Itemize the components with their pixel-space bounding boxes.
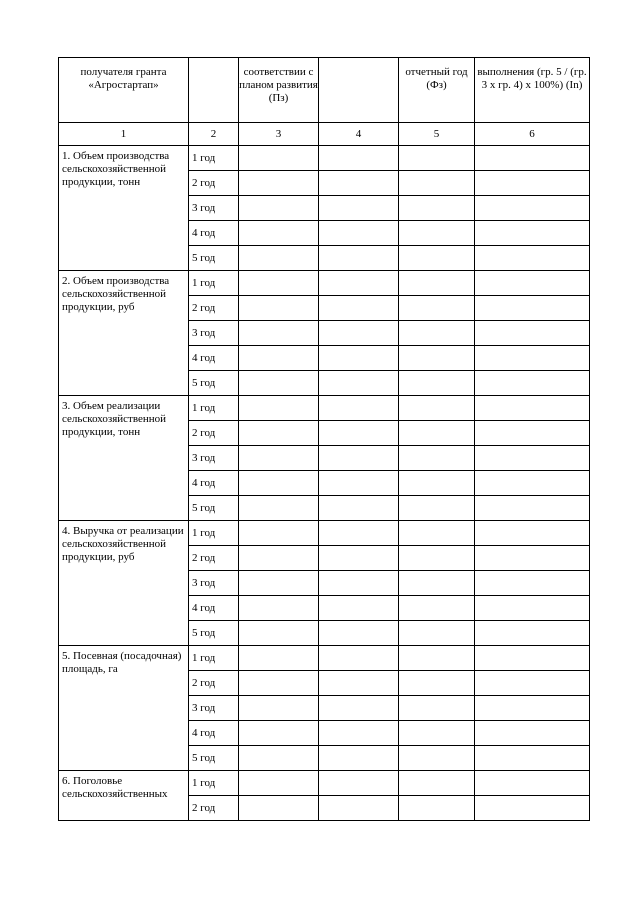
header-cell-6: выполнения (гр. 5 / (гр. 3 х гр. 4) х 100%) (In) xyxy=(475,58,590,123)
header-cell-4 xyxy=(319,58,399,123)
table-row xyxy=(59,146,590,171)
value-cell[interactable] xyxy=(475,146,590,171)
value-cell[interactable] xyxy=(239,521,319,546)
value-cell[interactable] xyxy=(475,571,590,596)
value-cell[interactable] xyxy=(475,346,590,371)
value-cell[interactable] xyxy=(319,446,399,471)
column-number-row xyxy=(59,123,590,146)
value-cell[interactable] xyxy=(399,646,475,671)
value-cell[interactable] xyxy=(475,296,590,321)
value-cell[interactable] xyxy=(239,321,319,346)
column-number: 6 xyxy=(475,123,590,146)
value-cell[interactable] xyxy=(319,521,399,546)
value-cell[interactable] xyxy=(319,671,399,696)
value-cell[interactable] xyxy=(319,696,399,721)
value-cell[interactable] xyxy=(399,696,475,721)
table-row xyxy=(59,271,590,296)
value-cell[interactable] xyxy=(319,571,399,596)
year-label: 1 год xyxy=(189,771,239,796)
value-cell[interactable] xyxy=(239,471,319,496)
value-cell[interactable] xyxy=(475,371,590,396)
column-number: 1 xyxy=(59,123,189,146)
value-cell[interactable] xyxy=(399,171,475,196)
value-cell[interactable] xyxy=(475,496,590,521)
year-label: 4 год xyxy=(189,596,239,621)
value-cell[interactable] xyxy=(239,196,319,221)
value-cell[interactable] xyxy=(399,221,475,246)
value-cell[interactable] xyxy=(319,396,399,421)
indicator-label: 2. Объем производства сельскохозяйственной продукции, руб xyxy=(59,271,189,396)
year-label: 1 год xyxy=(189,646,239,671)
value-cell[interactable] xyxy=(239,446,319,471)
year-label: 3 год xyxy=(189,571,239,596)
value-cell[interactable] xyxy=(475,271,590,296)
table-row xyxy=(59,646,590,671)
value-cell[interactable] xyxy=(475,696,590,721)
value-cell[interactable] xyxy=(399,546,475,571)
value-cell[interactable] xyxy=(475,796,590,821)
value-cell[interactable] xyxy=(475,671,590,696)
value-cell[interactable] xyxy=(319,421,399,446)
header-cell-1: получателя гранта «Агростартап» xyxy=(59,58,189,123)
indicator-label: 4. Выручка от реализации сельскохозяйственной продукции, руб xyxy=(59,521,189,646)
column-number: 2 xyxy=(189,123,239,146)
value-cell[interactable] xyxy=(239,621,319,646)
value-cell[interactable] xyxy=(239,221,319,246)
value-cell[interactable] xyxy=(239,596,319,621)
value-cell[interactable] xyxy=(399,371,475,396)
value-cell[interactable] xyxy=(399,321,475,346)
table-row xyxy=(59,396,590,421)
value-cell[interactable] xyxy=(239,771,319,796)
year-label: 4 год xyxy=(189,221,239,246)
column-number: 4 xyxy=(319,123,399,146)
table-header-row xyxy=(59,58,590,123)
value-cell[interactable] xyxy=(239,496,319,521)
value-cell[interactable] xyxy=(399,621,475,646)
value-cell[interactable] xyxy=(399,471,475,496)
value-cell[interactable] xyxy=(239,546,319,571)
header-cell-2 xyxy=(189,58,239,123)
value-cell[interactable] xyxy=(239,796,319,821)
value-cell[interactable] xyxy=(239,371,319,396)
value-cell[interactable] xyxy=(239,271,319,296)
value-cell[interactable] xyxy=(475,621,590,646)
year-label: 4 год xyxy=(189,346,239,371)
value-cell[interactable] xyxy=(475,721,590,746)
year-label: 3 год xyxy=(189,321,239,346)
value-cell[interactable] xyxy=(319,246,399,271)
value-cell[interactable] xyxy=(319,796,399,821)
value-cell[interactable] xyxy=(399,596,475,621)
header-cell-5: отчетный год (Фз) xyxy=(399,58,475,123)
column-number: 3 xyxy=(239,123,319,146)
value-cell[interactable] xyxy=(239,571,319,596)
value-cell[interactable] xyxy=(475,646,590,671)
value-cell[interactable] xyxy=(239,246,319,271)
value-cell[interactable] xyxy=(475,471,590,496)
year-label: 1 год xyxy=(189,146,239,171)
value-cell[interactable] xyxy=(239,746,319,771)
value-cell[interactable] xyxy=(319,471,399,496)
value-cell[interactable] xyxy=(399,271,475,296)
value-cell[interactable] xyxy=(239,171,319,196)
value-cell[interactable] xyxy=(319,271,399,296)
year-label: 2 год xyxy=(189,671,239,696)
value-cell[interactable] xyxy=(319,596,399,621)
header-cell-3: соответствии с планом развития (Пз) xyxy=(239,58,319,123)
year-label: 3 год xyxy=(189,696,239,721)
value-cell[interactable] xyxy=(239,396,319,421)
value-cell[interactable] xyxy=(319,221,399,246)
value-cell[interactable] xyxy=(399,496,475,521)
value-cell[interactable] xyxy=(399,346,475,371)
value-cell[interactable] xyxy=(319,646,399,671)
table-row xyxy=(59,521,590,546)
table-row xyxy=(59,771,590,796)
year-label: 3 год xyxy=(189,196,239,221)
value-cell[interactable] xyxy=(319,546,399,571)
value-cell[interactable] xyxy=(239,146,319,171)
value-cell[interactable] xyxy=(319,321,399,346)
value-cell[interactable] xyxy=(475,596,590,621)
value-cell[interactable] xyxy=(475,746,590,771)
value-cell[interactable] xyxy=(239,421,319,446)
value-cell[interactable] xyxy=(399,396,475,421)
value-cell[interactable] xyxy=(239,646,319,671)
value-cell[interactable] xyxy=(239,346,319,371)
value-cell[interactable] xyxy=(399,721,475,746)
indicator-label: 6. Поголовье сельскохозяйственных xyxy=(59,771,189,821)
value-cell[interactable] xyxy=(475,171,590,196)
year-label: 1 год xyxy=(189,521,239,546)
value-cell[interactable] xyxy=(399,196,475,221)
year-label: 5 год xyxy=(189,746,239,771)
value-cell[interactable] xyxy=(239,296,319,321)
value-cell[interactable] xyxy=(239,696,319,721)
value-cell[interactable] xyxy=(399,746,475,771)
year-label: 2 год xyxy=(189,421,239,446)
value-cell[interactable] xyxy=(319,146,399,171)
value-cell[interactable] xyxy=(399,771,475,796)
value-cell[interactable] xyxy=(399,421,475,446)
year-label: 1 год xyxy=(189,271,239,296)
year-label: 4 год xyxy=(189,471,239,496)
value-cell[interactable] xyxy=(475,521,590,546)
year-label: 5 год xyxy=(189,496,239,521)
year-label: 5 год xyxy=(189,246,239,271)
value-cell[interactable] xyxy=(475,446,590,471)
value-cell[interactable] xyxy=(399,146,475,171)
value-cell[interactable] xyxy=(475,421,590,446)
year-label: 2 год xyxy=(189,171,239,196)
value-cell[interactable] xyxy=(319,346,399,371)
value-cell[interactable] xyxy=(399,796,475,821)
indicator-label: 5. Посевная (посадочная) площадь, га xyxy=(59,646,189,771)
year-label: 2 год xyxy=(189,296,239,321)
value-cell[interactable] xyxy=(319,771,399,796)
value-cell[interactable] xyxy=(319,196,399,221)
value-cell[interactable] xyxy=(319,621,399,646)
value-cell[interactable] xyxy=(239,671,319,696)
column-number: 5 xyxy=(399,123,475,146)
year-label: 5 год xyxy=(189,621,239,646)
value-cell[interactable] xyxy=(239,721,319,746)
year-label: 2 год xyxy=(189,796,239,821)
indicator-label: 1. Объем производства сельскохозяйственной продукции, тонн xyxy=(59,146,189,271)
value-cell[interactable] xyxy=(475,196,590,221)
value-cell[interactable] xyxy=(475,221,590,246)
value-cell[interactable] xyxy=(475,771,590,796)
value-cell[interactable] xyxy=(399,246,475,271)
year-label: 3 год xyxy=(189,446,239,471)
value-cell[interactable] xyxy=(319,171,399,196)
value-cell[interactable] xyxy=(399,571,475,596)
value-cell[interactable] xyxy=(475,246,590,271)
indicator-label: 3. Объем реализации сельскохозяйственной продукции, тонн xyxy=(59,396,189,521)
value-cell[interactable] xyxy=(399,296,475,321)
value-cell[interactable] xyxy=(475,546,590,571)
value-cell[interactable] xyxy=(319,746,399,771)
year-label: 2 год xyxy=(189,546,239,571)
value-cell[interactable] xyxy=(319,496,399,521)
value-cell[interactable] xyxy=(319,371,399,396)
value-cell[interactable] xyxy=(475,321,590,346)
value-cell[interactable] xyxy=(399,446,475,471)
value-cell[interactable] xyxy=(399,671,475,696)
year-label: 4 год xyxy=(189,721,239,746)
grant-report-table xyxy=(58,57,590,821)
value-cell[interactable] xyxy=(399,521,475,546)
year-label: 1 год xyxy=(189,396,239,421)
value-cell[interactable] xyxy=(475,396,590,421)
value-cell[interactable] xyxy=(319,296,399,321)
value-cell[interactable] xyxy=(319,721,399,746)
year-label: 5 год xyxy=(189,371,239,396)
